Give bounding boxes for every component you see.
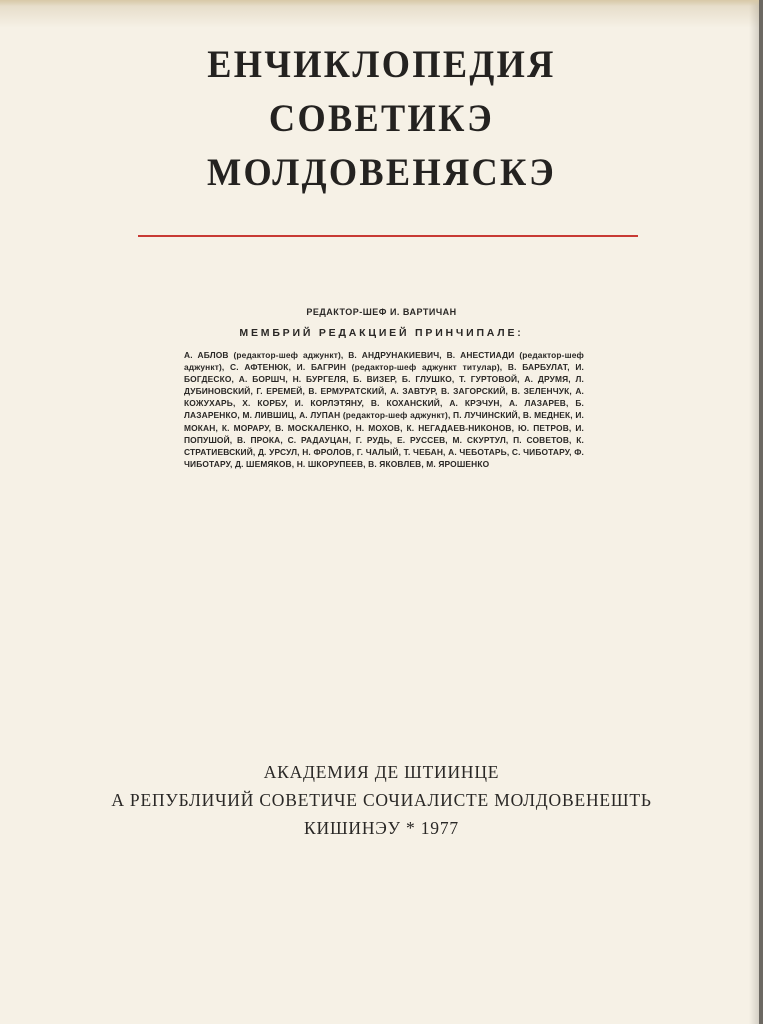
book-title (0, 38, 763, 200)
editor-in-chief: РЕДАКТОР-ШЕФ И. ВАРТИЧАН (306, 307, 457, 317)
publisher-block (0, 758, 763, 842)
publisher-line-2: А РЕПУБЛИЧИЙ СОВЕТИЧЕ СОЧИАЛИСТЕ МОЛДОВЕНЕШТЬ (111, 790, 652, 810)
title-line-1: ЕНЧИКЛОПЕДИЯ (207, 43, 556, 86)
red-divider-rule (138, 235, 638, 237)
title-line-3: МОЛДОВЕНЯСКЭ (206, 151, 557, 194)
title-line-2: СОВЕТИКЭ (268, 97, 495, 140)
editorial-board-heading: МЕМБРИЙ РЕДАКЦИЕЙ ПРИНЧИПАЛЕ: (239, 327, 524, 339)
publisher-line-1: АКАДЕМИЯ ДЕ ШТИИНЦЕ (263, 762, 500, 782)
page-top-edge (0, 0, 763, 6)
publisher-city-year: КИШИНЭУ * 1977 (304, 818, 459, 838)
editorial-board-members: А. АБЛОВ (редактор-шеф аджункт), В. АНДРУНАКИЕВИЧ, В. АНЕСТИАДИ (редактор-шеф аджункт), С. АФТЕНЮК, И. БАГРИН (редактор-шеф аджункт титулар), В. БАРБУЛАТ, И. БОГДЕСКО, А. БОРШЧ, Н. БУРГЕЛЯ, Б. ВИЗЕР, Б. ГЛУШКО, Т. ГУРТОВОЙ, А. ДРУМЯ, Л. ДУБИНОВСКИЙ, Г. ЕРЕМЕЙ, В. ЕРМУРАТСКИЙ, А. ЗАВТУР, В. ЗАГОРСКИЙ, В. ЗЕЛЕНЧУК, А. КОЖУХАРЬ, Х. КОРБУ, И. КОРЛЭТЯНУ, В. КОХАНСКИЙ, А. КРЭЧУН, А. ЛАЗАРЕВ, Б. ЛАЗАРЕНКО, М. ЛИВШИЦ, А. ЛУПАН (редактор-шеф аджункт), П. ЛУЧИНСКИЙ, В. МЕДНЕК, И. МОКАН, К. МОРАРУ, В. МОСКАЛЕНКО, Н. МОХОВ, К. НЕГАДАЕВ-НИКОНОВ, Ю. ПЕТРОВ, И. ПОПУШОЙ, В. ПРОКА, С. РАДАУЦАН, Г. РУДЬ, Е. РУССЕВ, М. СКУРТУЛ, П. СОВЕТОВ, К. СТРАТИЕВСКИЙ, Д. УРСУЛ, Н. ФРОЛОВ, Г. ЧАЛЫЙ, Т. ЧЕБАН, А. ЧЕБОТАРЬ, С. ЧИБОТАРУ, Ф. ЧИБОТАРУ, Д. ШЕМЯКОВ, Н. ШКОРУПЕЕВ, В. ЯКОВЛЕВ, М. ЯРОШЕНКО (184, 350, 584, 469)
